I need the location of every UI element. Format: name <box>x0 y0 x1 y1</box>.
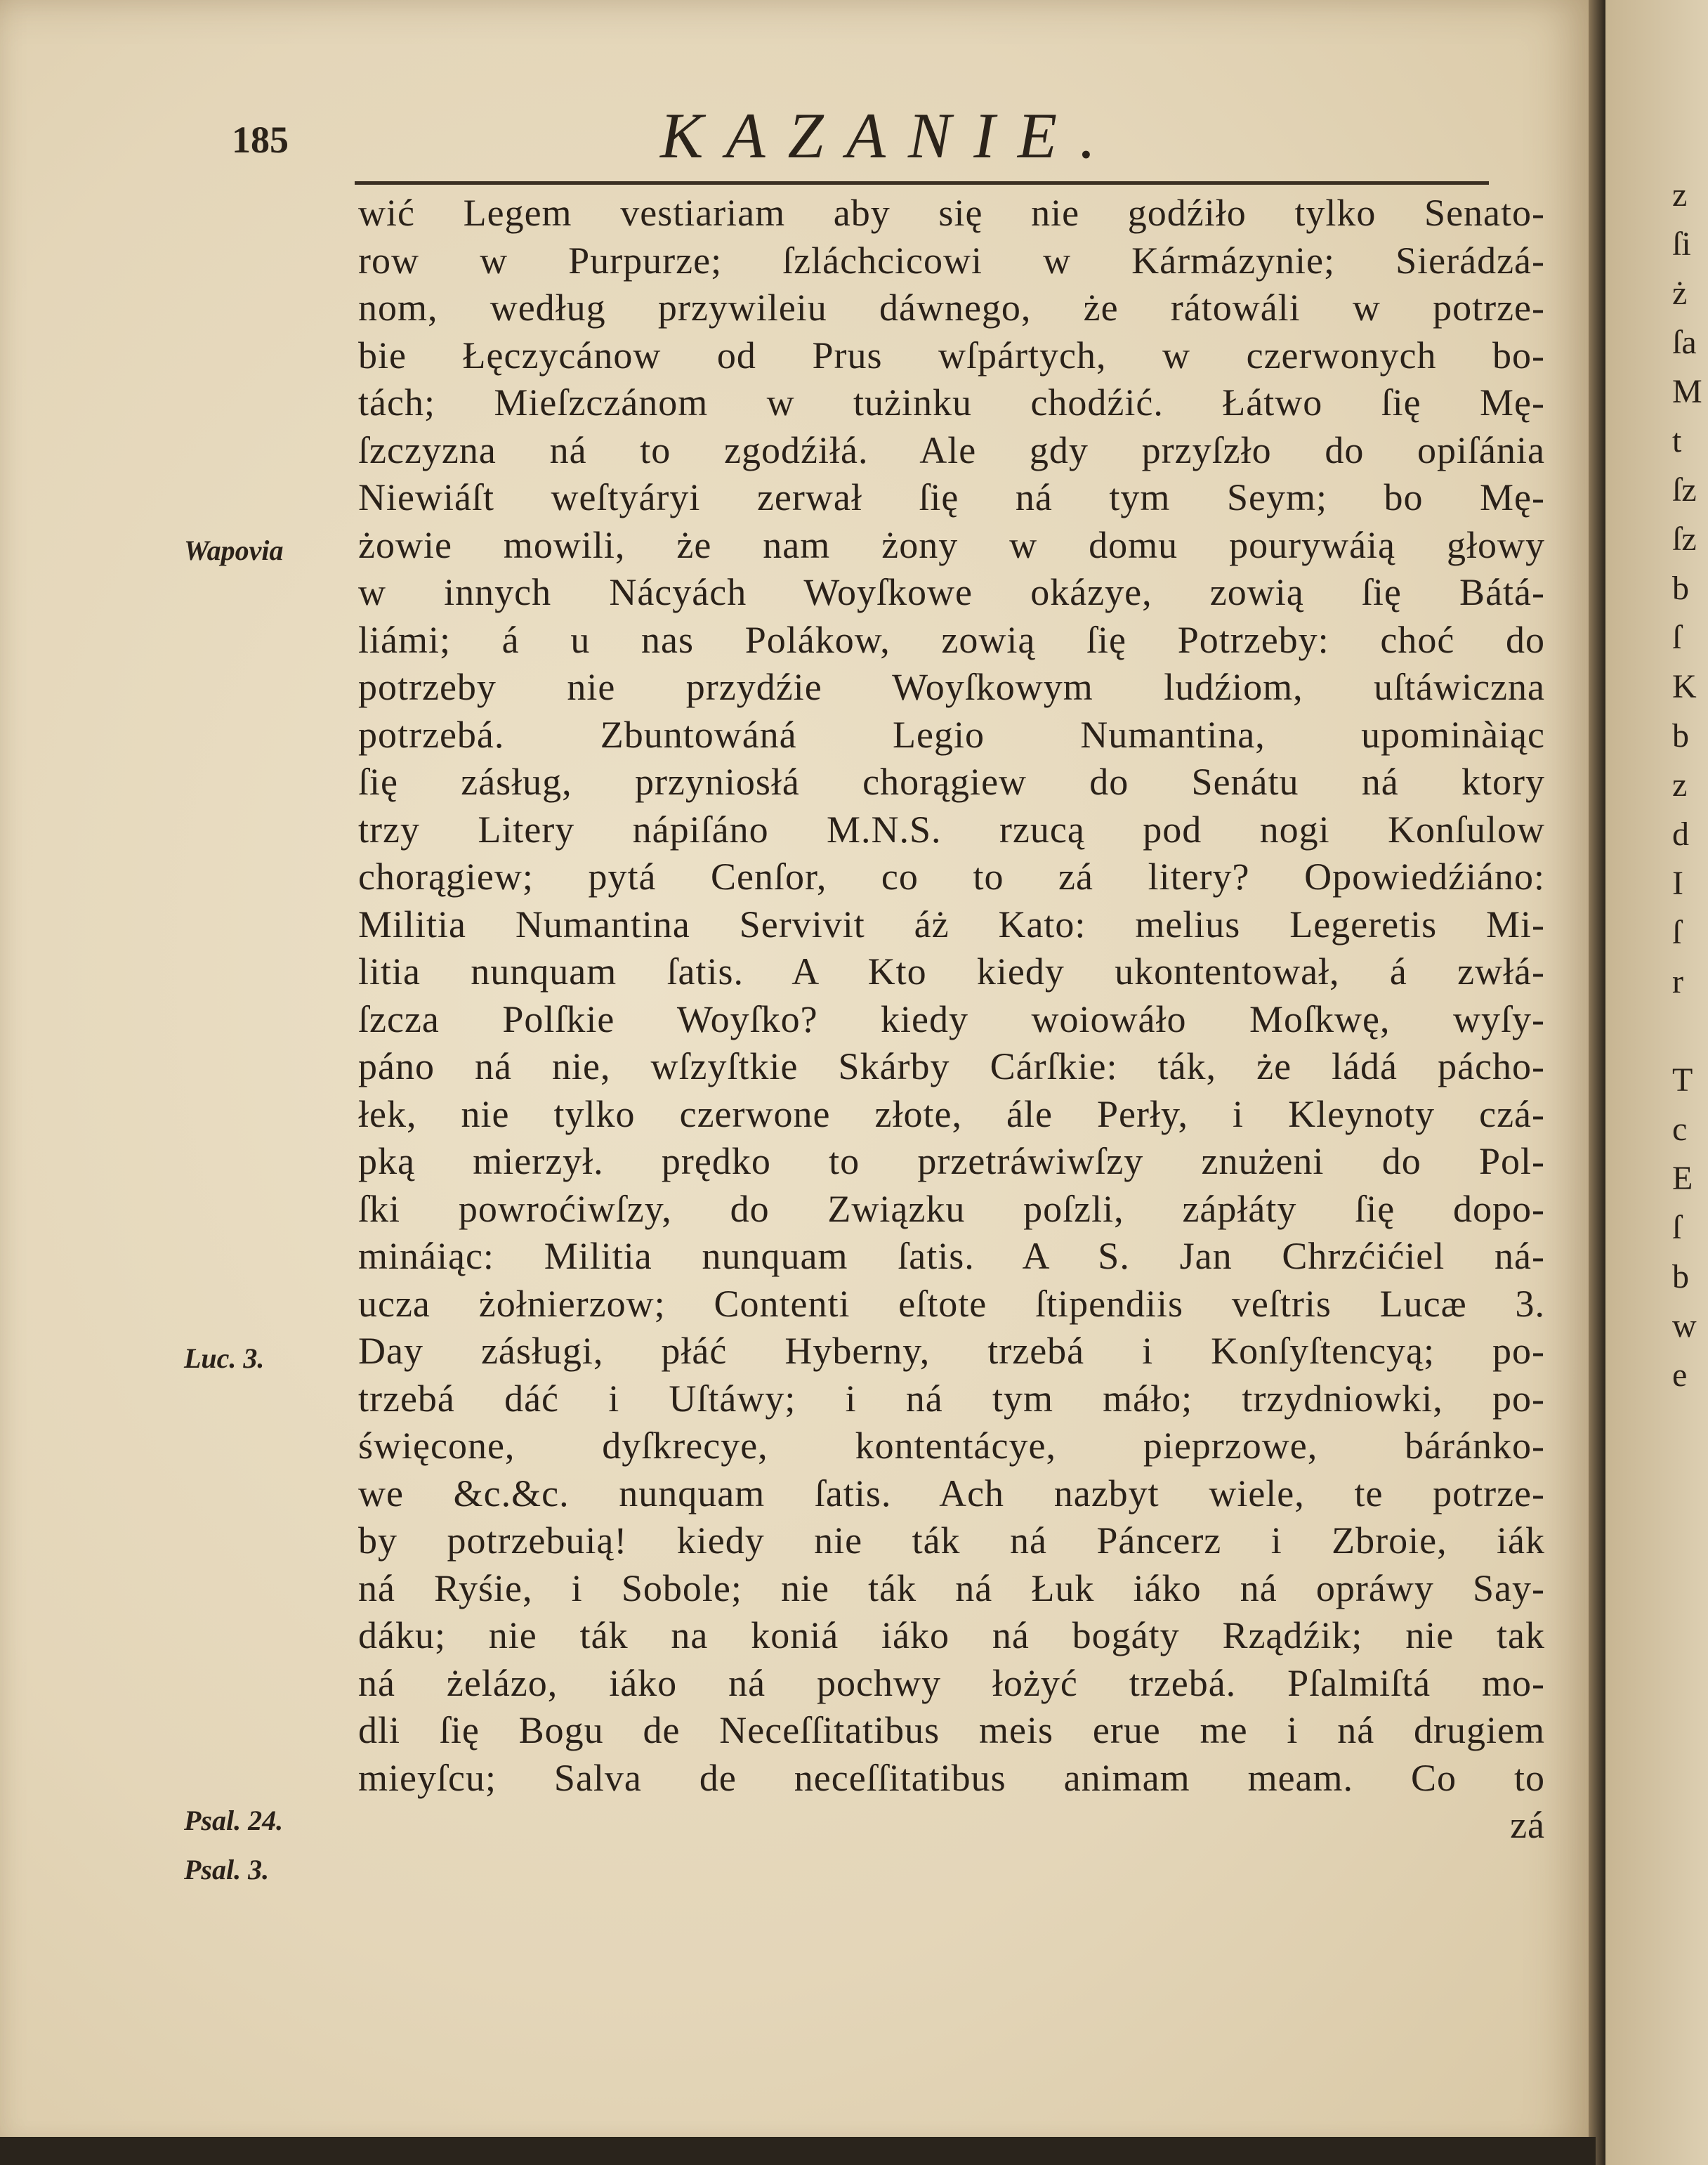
next-page-fragment: c <box>1672 1111 1688 1148</box>
text-line: potrzeby nie przydźie Woyſkowym ludźiom, uſtáwiczna <box>358 666 1545 708</box>
next-page-fragment: M <box>1672 373 1702 410</box>
text-line: ſzcza Polſkie Woyſko? kiedy woiowáło Moſkwę, wyſy- <box>358 998 1545 1040</box>
text-line: mieyſcu; Salva de neceſſitatibus animam meam. Co to <box>358 1756 1545 1799</box>
text-line: we &c.&c. nunquam ſatis. Ach nazbyt wiele, te potrze- <box>358 1472 1545 1515</box>
text-line: łek, nie tylko czerwone złote, ále Perły, i Kleynoty czá- <box>358 1092 1545 1135</box>
next-page-fragment: d <box>1672 816 1689 853</box>
next-page-fragment: ſ <box>1672 1209 1682 1246</box>
text-line: row w Purpurze; ſzláchcicowi w Kármázynie; Sierádzá- <box>358 239 1545 282</box>
running-title: KAZANIE. <box>660 100 1119 171</box>
next-page-fragment: ſz <box>1672 521 1697 558</box>
text-line: żowie mowili, że nam żony w domu pourywáią głowy <box>358 523 1545 566</box>
text-line: dáku; nie ták na koniá iáko ná bogáty Rządźik; nie tak <box>358 1614 1545 1656</box>
next-page-fragment: K <box>1672 668 1697 705</box>
next-page-fragment: z <box>1672 766 1688 804</box>
next-page-fragment: w <box>1672 1307 1697 1345</box>
text-line: liámi; á u nas Polákow, zowią ſię Potrzeby: choć do <box>358 618 1545 661</box>
next-page-fragment: ſz <box>1672 471 1697 509</box>
next-page-fragment: ż <box>1672 275 1688 312</box>
text-line: Day zásługi, płáć Hyberny, trzebá i Konſyſtencyą; po- <box>358 1330 1545 1372</box>
text-line: pką mierzył. prędko to przetráwiwſzy znużeni do Pol- <box>358 1140 1545 1182</box>
next-page-fragment: ſ <box>1672 914 1682 951</box>
text-line: tách; Mieſzczánom w tużinku chodźić. Łátwo ſię Mę- <box>358 381 1545 424</box>
sermon-body <box>358 190 1545 1850</box>
next-page-fragment: r <box>1672 963 1683 1000</box>
text-line: nom, według przywileiu dáwnego, że rátowáli w potrze- <box>358 287 1545 329</box>
scan-bottom-edge <box>0 2137 1596 2165</box>
text-line: ná Ryśie, i Sobole; nie ták ná Łuk iáko ná opráwy Say- <box>358 1566 1545 1609</box>
next-page-fragment: ſi <box>1672 225 1691 263</box>
text-line: święcone, dyſkrecye, kontentácye, pieprzowe, báránko- <box>358 1425 1545 1467</box>
adjacent-page-edge <box>1605 0 1708 2165</box>
next-page-fragment: ſa <box>1672 324 1697 361</box>
text-line: dli ſię Bogu de Neceſſitatibus meis erue me i ná drugiem <box>358 1709 1545 1751</box>
next-page-fragment: I <box>1672 865 1683 902</box>
text-line: Militia Numantina Servivit áż Kato: melius Legeretis Mi- <box>358 903 1545 946</box>
text-line: ſzczyzna ná to zgodźiłá. Ale gdy przyſzło do opiſánia <box>358 429 1545 471</box>
header-rule <box>355 181 1489 185</box>
text-line: ucza żołnierzow; Contenti eſtote ſtipendiis veſtris Lucæ 3. <box>358 1282 1545 1325</box>
text-line: ſki powroćiwſzy, do Związku poſzli, zápłáty ſię dopo- <box>358 1187 1545 1230</box>
text-line: trzy Litery nápiſáno M.N.S. rzucą pod nogi Konſulow <box>358 808 1545 851</box>
text-line: ſię zásług, przyniosłá chorągiew do Senátu ná ktory <box>358 761 1545 803</box>
text-line: chorągiew; pytá Cenſor, co to zá litery? Opowiedźiáno: <box>358 856 1545 898</box>
book-gutter <box>1589 0 1605 2165</box>
next-page-fragment: e <box>1672 1356 1688 1394</box>
text-line: páno ná nie, wſzyſtkie Skárby Cárſkie: ták, że ládá pácho- <box>358 1045 1545 1087</box>
text-line: ná żelázo, iáko ná pochwy łożyć trzebá. Pſalmiſtá mo- <box>358 1661 1545 1704</box>
next-page-fragment: z <box>1672 176 1688 214</box>
text-line: trzebá dáć i Uſtáwy; i ná tym máło; trzydniowki, po- <box>358 1377 1545 1420</box>
next-page-fragment: b <box>1672 570 1689 607</box>
next-page-fragment: b <box>1672 717 1689 754</box>
next-page-fragment: E <box>1672 1160 1693 1197</box>
text-line: w innych Nácyách Woyſkowe okázye, zowią ſię Bátá- <box>358 571 1545 613</box>
margin-note-luc: Luc. 3. <box>184 1342 265 1374</box>
text-line: wić Legem vestiariam aby się nie godźiło tylko Senato- <box>358 192 1545 234</box>
text-line: litia nunquam ſatis. A Kto kiedy ukontentował, á zwłá- <box>358 950 1545 993</box>
text-line: by potrzebuią! kiedy nie ták ná Páncerz i Zbroie, iák <box>358 1519 1545 1562</box>
next-page-fragment: T <box>1672 1061 1693 1099</box>
margin-note-wapovia: Wapovia <box>184 535 284 566</box>
text-line: potrzebá. Zbuntowáná Legio Numantina, upominàiąc <box>358 713 1545 756</box>
page-number: 185 <box>232 119 289 161</box>
next-page-fragment: ſ <box>1672 619 1682 656</box>
margin-note-psal-3: Psal. 3. <box>184 1854 270 1885</box>
catchword: zá <box>1510 1804 1545 1846</box>
text-line: bie Łęczycánow od Prus wſpártych, w czerwonych bo- <box>358 334 1545 377</box>
next-page-fragment: b <box>1672 1258 1689 1295</box>
margin-note-psal-24: Psal. 24. <box>184 1805 284 1836</box>
text-line: mináiąc: Militia nunquam ſatis. A S. Jan Chrzćićiel ná- <box>358 1235 1545 1277</box>
next-page-fragment: t <box>1672 422 1682 459</box>
text-line: Niewiáſt weſtyáryi zerwał ſię ná tym Seym; bo Mę- <box>358 476 1545 518</box>
